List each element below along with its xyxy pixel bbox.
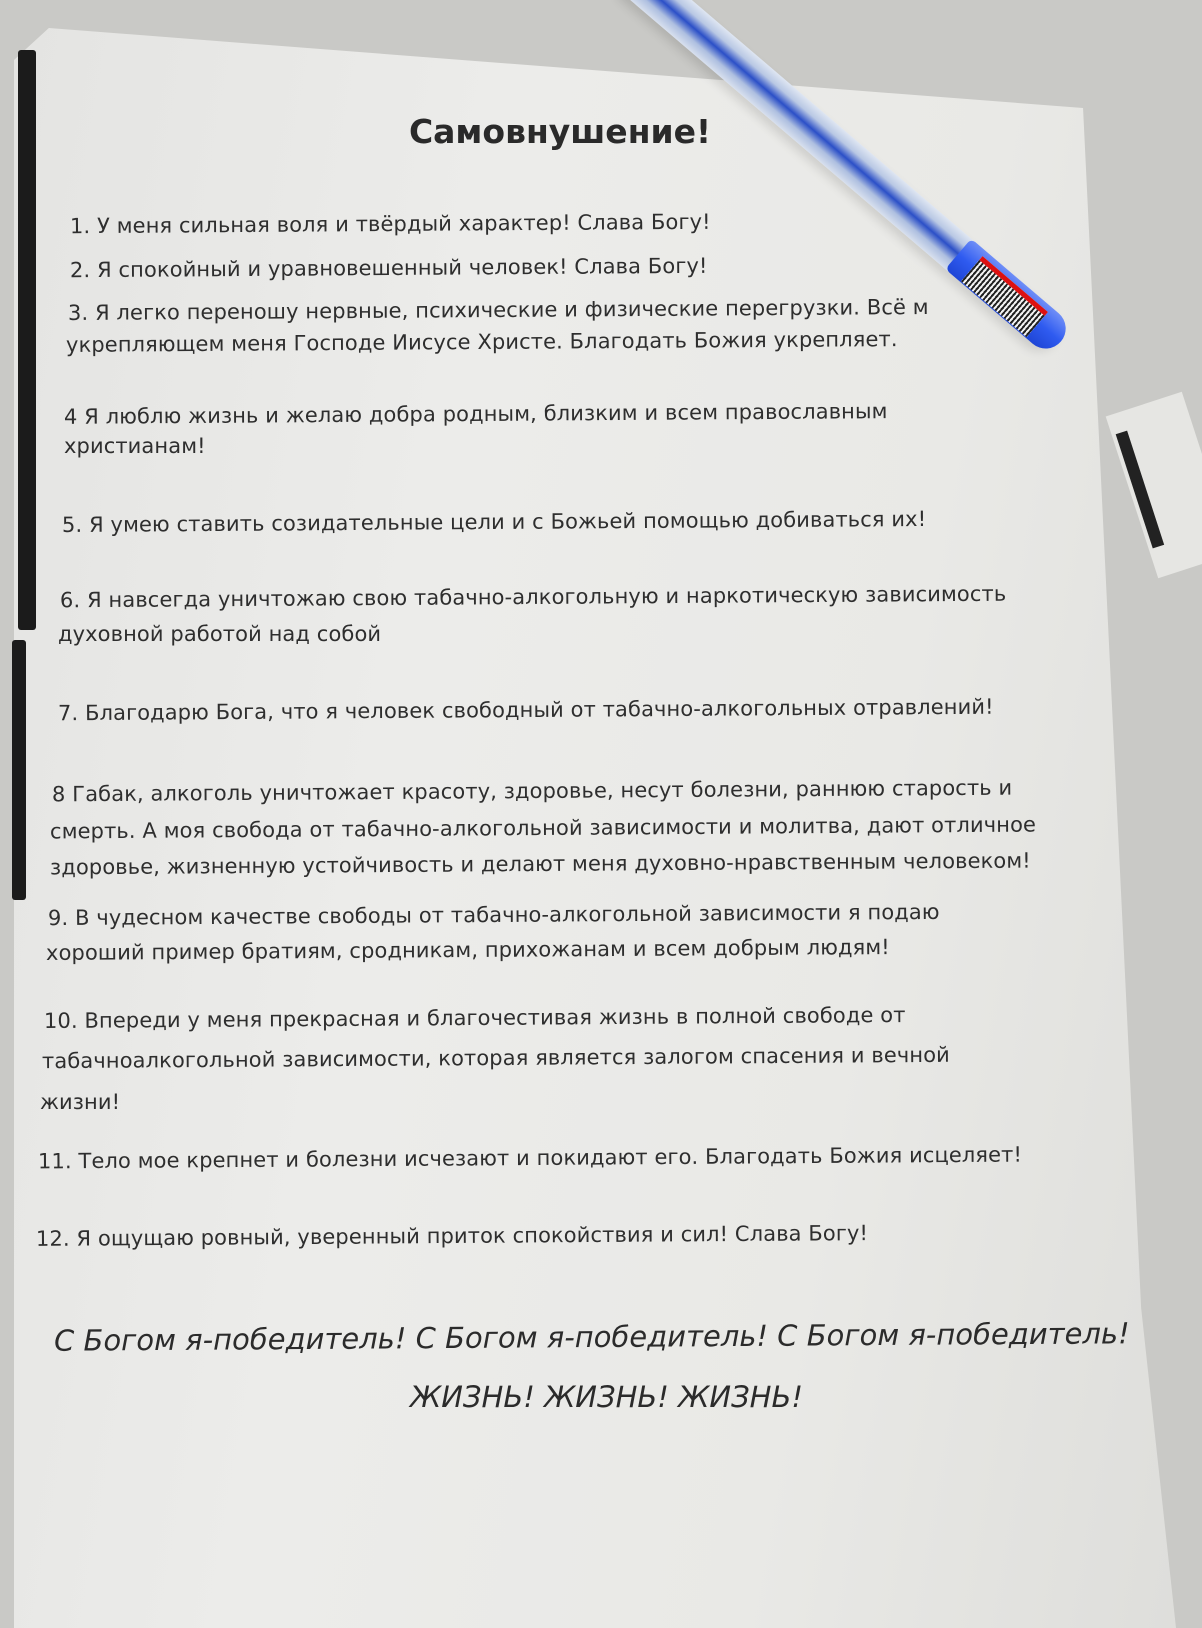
item-9-line-1: 9. В чудесном качестве свободы от табачно-алкогольной зависимости я подаю: [47, 899, 940, 931]
item-11: 11. Тело мое крепнет и болезни исчезают и покидают его. Благодать Божия исцеляет!: [37, 1142, 1023, 1174]
closing-line-1: С Богом я-победитель! С Богом я-победитель! С Богом я-победитель!: [53, 1316, 1130, 1358]
item-7: 7. Благодарю Бога, что я человек свободный от табачно-алкогольных отравлений!: [57, 694, 994, 726]
item-12: 12. Я ощущаю ровный, уверенный приток спокойствия и сил! Слава Богу!: [35, 1221, 869, 1251]
item-6-line-2: духовной работой над собой: [58, 622, 382, 646]
item-10-line-1: 10. Впереди у меня прекрасная и благочестивая жизнь в полной свободе от: [43, 1002, 906, 1034]
page-title: Самовнушение!: [408, 112, 712, 151]
item-3-line-2: укрепляющем меня Господе Иисусе Христе. Благодать Божия укрепляет.: [65, 327, 898, 357]
item-6-line-1: 6. Я навсегда уничтожаю свою табачно-алкогольную и наркотическую зависимость: [59, 581, 1007, 613]
item-10-line-2: табачноалкогольной зависимости, которая является залогом спасения и вечной: [41, 1042, 950, 1074]
item-9-line-2: хороший пример братиям, сродникам, прихожанам и всем добрым людям!: [45, 935, 890, 965]
item-3-line-1: 3. Я легко переношу нервные, психические и физические перегрузки. Всё м: [67, 294, 929, 326]
item-4-line-2: христианам!: [64, 434, 206, 458]
item-10-line-3: жизни!: [40, 1090, 121, 1114]
item-8-line-2: смерть. А моя свобода от табачно-алкогольной зависимости и молитва, дают отличное: [49, 812, 1037, 844]
item-1: 1. У меня сильная воля и твёрдый характер! Слава Богу!: [69, 209, 711, 239]
item-8-line-1: 8 Габак, алкоголь уничтожает красоту, здоровье, несут болезни, раннюю старость и: [51, 775, 1013, 807]
item-4-line-1: 4 Я люблю жизнь и желаю добра родным, близким и всем православным: [63, 399, 888, 429]
item-8-line-3: здоровье, жизненную устойчивость и делают меня духовно-нравственным человеком!: [49, 848, 1031, 880]
item-5: 5. Я умею ставить созидательные цели и с Божьей помощью добиваться их!: [61, 506, 927, 538]
item-2: 2. Я спокойный и уравновешенный человек! Слава Богу!: [69, 253, 708, 283]
closing-line-2: ЖИЗНЬ! ЖИЗНЬ! ЖИЗНЬ!: [410, 1380, 803, 1414]
